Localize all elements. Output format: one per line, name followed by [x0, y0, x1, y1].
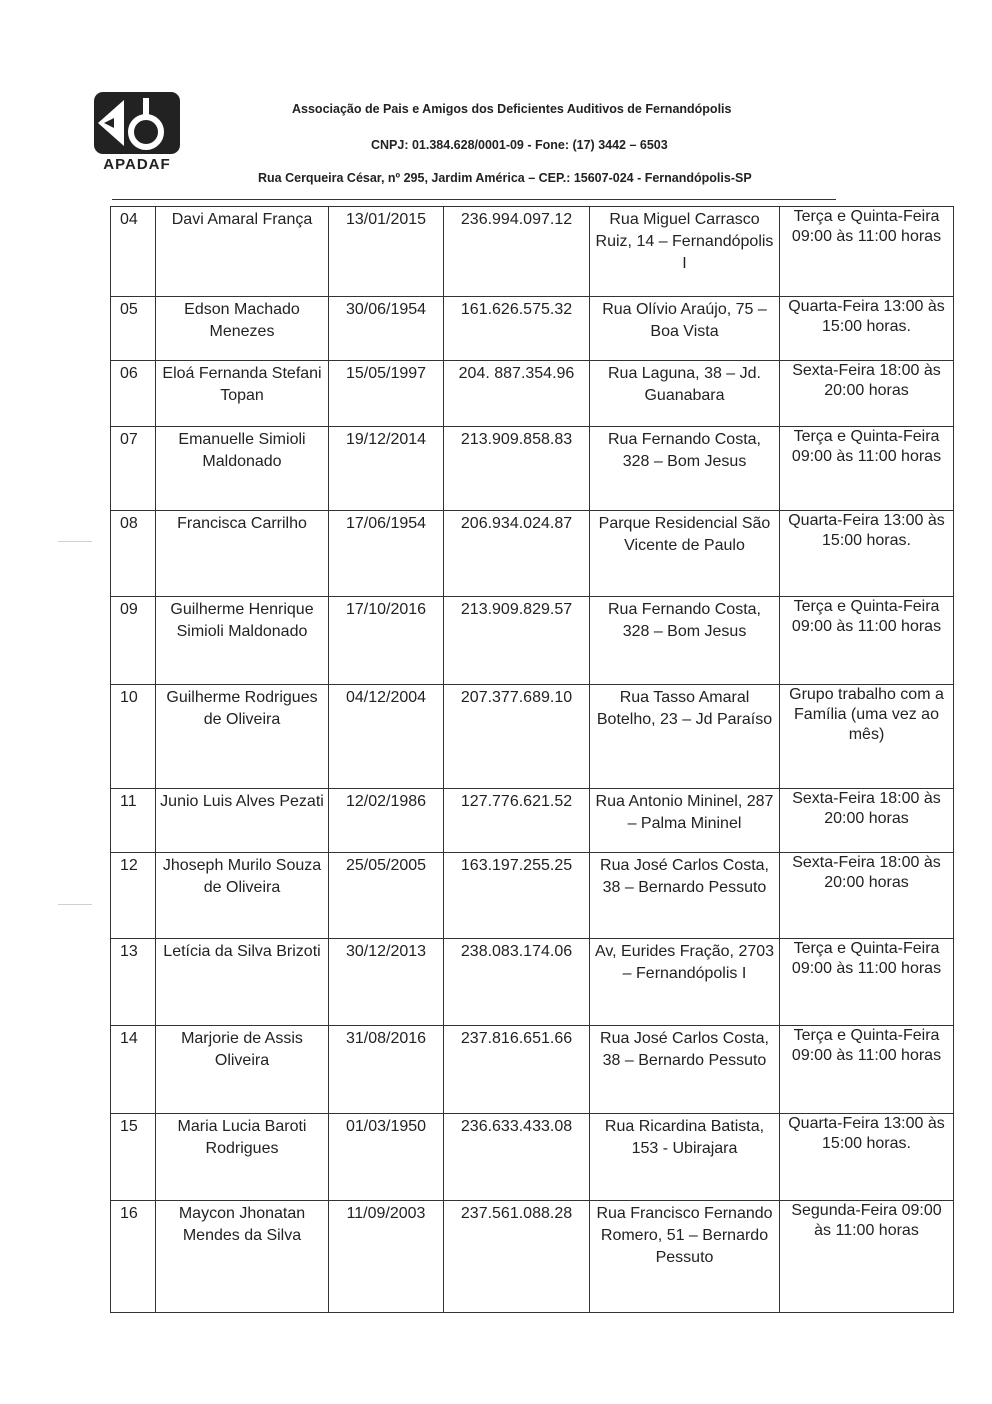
row-number: 15 [111, 1114, 156, 1201]
attendance-schedule: Sexta-Feira 18:00 às 20:00 horas [780, 853, 954, 939]
table-row [111, 1026, 954, 1114]
table-row [111, 789, 954, 853]
birth-date: 19/12/2014 [329, 427, 444, 511]
document-number: 236.994.097.12 [444, 207, 590, 297]
birth-date: 15/05/1997 [329, 361, 444, 427]
document-number: 207.377.689.10 [444, 685, 590, 789]
member-address: Av, Eurides Fração, 2703 – Fernandópolis I [590, 939, 780, 1026]
birth-date: 12/02/1986 [329, 789, 444, 853]
organization-title: Associação de Pais e Amigos dos Deficientes Auditivos de Fernandópolis [292, 102, 732, 116]
document-number: 213.909.829.57 [444, 597, 590, 685]
attendance-schedule: Sexta-Feira 18:00 às 20:00 horas [780, 361, 954, 427]
document-number: 237.561.088.28 [444, 1201, 590, 1313]
table-row [111, 1201, 954, 1313]
table-row [111, 853, 954, 939]
document-number: 161.626.575.32 [444, 297, 590, 361]
birth-date: 04/12/2004 [329, 685, 444, 789]
member-name: Letícia da Silva Brizoti [156, 939, 329, 1026]
member-address: Rua Olívio Araújo, 75 – Boa Vista [590, 297, 780, 361]
table-row [111, 597, 954, 685]
member-name: Guilherme Rodrigues de Oliveira [156, 685, 329, 789]
birth-date: 30/12/2013 [329, 939, 444, 1026]
table-row [111, 685, 954, 789]
attendance-schedule: Terça e Quinta-Feira 09:00 às 11:00 horas [780, 1026, 954, 1114]
member-name: Maycon Jhonatan Mendes da Silva [156, 1201, 329, 1313]
member-address: Rua Miguel Carrasco Ruiz, 14 – Fernandópolis I [590, 207, 780, 297]
attendance-schedule: Segunda-Feira 09:00 às 11:00 horas [780, 1201, 954, 1313]
row-number: 07 [111, 427, 156, 511]
birth-date: 25/05/2005 [329, 853, 444, 939]
attendance-schedule: Quarta-Feira 13:00 às 15:00 horas. [780, 297, 954, 361]
attendance-schedule: Terça e Quinta-Feira 09:00 às 11:00 horas [780, 939, 954, 1026]
birth-date: 31/08/2016 [329, 1026, 444, 1114]
row-number: 09 [111, 597, 156, 685]
member-address: Rua José Carlos Costa, 38 – Bernardo Pessuto [590, 853, 780, 939]
birth-date: 13/01/2015 [329, 207, 444, 297]
member-name: Marjorie de Assis Oliveira [156, 1026, 329, 1114]
document-number: 204. 887.354.96 [444, 361, 590, 427]
row-number: 11 [111, 789, 156, 853]
member-address: Parque Residencial São Vicente de Paulo [590, 511, 780, 597]
table-row [111, 939, 954, 1026]
member-name: Guilherme Henrique Simioli Maldonado [156, 597, 329, 685]
row-number: 08 [111, 511, 156, 597]
table-row [111, 511, 954, 597]
member-name: Eloá Fernanda Stefani Topan [156, 361, 329, 427]
attendance-schedule: Sexta-Feira 18:00 às 20:00 horas [780, 789, 954, 853]
apadaf-logo [91, 92, 183, 174]
row-number: 05 [111, 297, 156, 361]
row-number: 12 [111, 853, 156, 939]
row-number: 06 [111, 361, 156, 427]
attendance-schedule: Quarta-Feira 13:00 às 15:00 horas. [780, 511, 954, 597]
document-number: 237.816.651.66 [444, 1026, 590, 1114]
attendance-schedule: Terça e Quinta-Feira 09:00 às 11:00 horas [780, 427, 954, 511]
row-number: 04 [111, 207, 156, 297]
member-name: Davi Amaral França [156, 207, 329, 297]
member-address: Rua Ricardina Batista, 153 - Ubirajara [590, 1114, 780, 1201]
member-name: Jhoseph Murilo Souza de Oliveira [156, 853, 329, 939]
table-row [111, 427, 954, 511]
member-address: Rua José Carlos Costa, 38 – Bernardo Pessuto [590, 1026, 780, 1114]
document-number: 238.083.174.06 [444, 939, 590, 1026]
cnpj-phone-line: CNPJ: 01.384.628/0001-09 - Fone: (17) 3442 – 6503 [371, 138, 668, 152]
member-address: Rua Laguna, 38 – Jd. Guanabara [590, 361, 780, 427]
birth-date: 01/03/1950 [329, 1114, 444, 1201]
member-name: Francisca Carrilho [156, 511, 329, 597]
member-address: Rua Francisco Fernando Romero, 51 – Bernardo Pessuto [590, 1201, 780, 1313]
attendance-schedule: Grupo trabalho com a Família (uma vez ao mês) [780, 685, 954, 789]
member-address: Rua Fernando Costa, 328 – Bom Jesus [590, 427, 780, 511]
birth-date: 17/10/2016 [329, 597, 444, 685]
member-name: Junio Luis Alves Pezati [156, 789, 329, 853]
row-number: 13 [111, 939, 156, 1026]
member-name: Maria Lucia Baroti Rodrigues [156, 1114, 329, 1201]
members-table [110, 206, 954, 1313]
attendance-schedule: Quarta-Feira 13:00 às 15:00 horas. [780, 1114, 954, 1201]
row-number: 10 [111, 685, 156, 789]
member-address: Rua Tasso Amaral Botelho, 23 – Jd Paraíso [590, 685, 780, 789]
document-number: 163.197.255.25 [444, 853, 590, 939]
table-row [111, 1114, 954, 1201]
document-number: 206.934.024.87 [444, 511, 590, 597]
member-address: Rua Fernando Costa, 328 – Bom Jesus [590, 597, 780, 685]
member-name: Emanuelle Simioli Maldonado [156, 427, 329, 511]
row-number: 16 [111, 1201, 156, 1313]
member-name: Edson Machado Menezes [156, 297, 329, 361]
address-line: Rua Cerqueira César, nº 295, Jardim América – CEP.: 15607-024 - Fernandópolis-SP [258, 171, 752, 185]
document-number: 236.633.433.08 [444, 1114, 590, 1201]
margin-mark [58, 904, 92, 905]
birth-date: 11/09/2003 [329, 1201, 444, 1313]
document-number: 213.909.858.83 [444, 427, 590, 511]
document-number: 127.776.621.52 [444, 789, 590, 853]
logo-text: APADAF [103, 156, 171, 173]
table-row [111, 297, 954, 361]
table-row [111, 361, 954, 427]
margin-mark [58, 541, 92, 542]
ear-logo-icon [94, 92, 180, 154]
attendance-schedule: Terça e Quinta-Feira 09:00 às 11:00 horas [780, 207, 954, 297]
table-row [111, 207, 954, 297]
birth-date: 17/06/1954 [329, 511, 444, 597]
attendance-schedule: Terça e Quinta-Feira 09:00 às 11:00 horas [780, 597, 954, 685]
member-address: Rua Antonio Mininel, 287 – Palma Mininel [590, 789, 780, 853]
birth-date: 30/06/1954 [329, 297, 444, 361]
row-number: 14 [111, 1026, 156, 1114]
header-divider [112, 199, 836, 200]
